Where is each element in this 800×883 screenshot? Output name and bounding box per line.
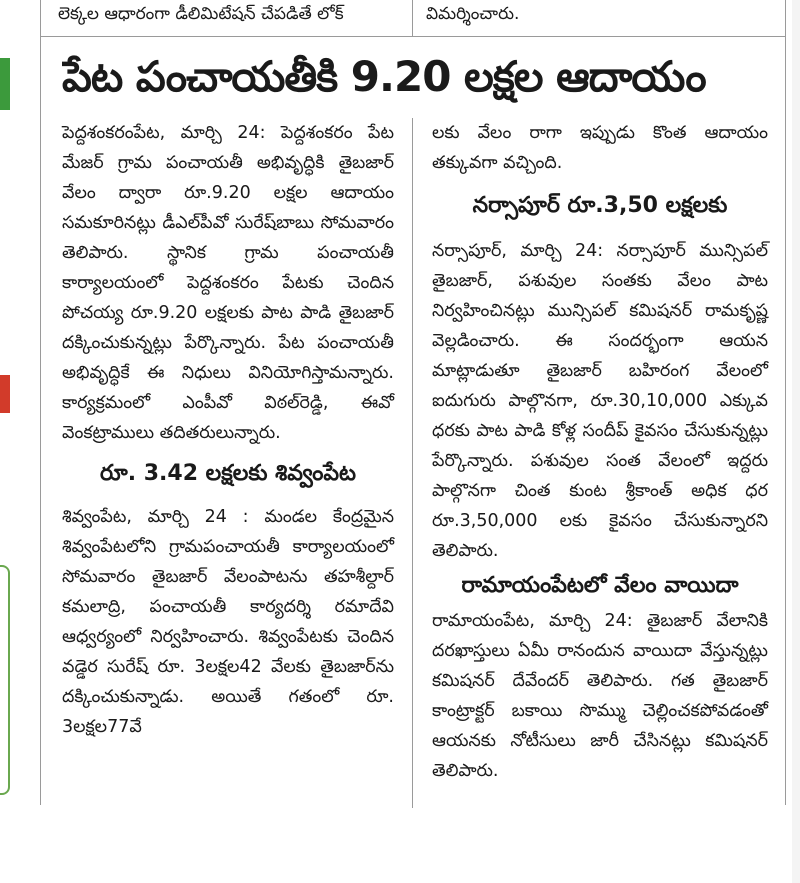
right-column-divider (785, 0, 786, 805)
subheading-narsapur: నర్సాపూర్ రూ.3,50 లక్షలకు (472, 193, 728, 218)
subheading-ramayampet: రామాయంపేటలో వేలం వాయిదా (461, 573, 739, 598)
article-headline: పేట పంచాయతీకి 9.20 లక్షల ఆదాయం (62, 52, 706, 101)
adjacent-article-green-strip (0, 58, 10, 110)
adjacent-article-green-box (0, 565, 10, 795)
adjacent-article-red-strip (0, 375, 10, 413)
article-paragraph-1: పెద్దశంకరంపేట, మార్చి 24: పెద్దశంకరం పేట మేజర్ గ్రామ పంచాయతీ అభివృద్ధికి తైబజార్ వేలం ద్వారా రూ.9.20 లక్షల ఆదాయం సమకూరినట్లు డీఎల్‌పీవో సురేష్‌బాబు సోమవారం తెలిపారు. స్థానిక గ్రామ పంచాయతీ కార్యాలయంలో పెద్దశంకరం పేటకు చెందిన పోచయ్య రూ.9.20 లక్షలకు పాట పాడి తైబజార్ దక్కించుకున్నట్లు పేర్కొన్నారు. పేట పంచాయతీ అభివృద్ధికే ఈ నిధులు వినియోగిస్తామన్నారు. కార్యక్రమంలో ఎంపీవో విఠల్‌రెడ్డి, ఈవో వెంకట్రాములు తదితరులున్నారు. (62, 123, 394, 443)
headline-top-rule (40, 36, 785, 37)
left-column (62, 118, 394, 742)
article-column-divider (412, 118, 413, 808)
right-column (432, 118, 768, 786)
top-column-divider (412, 0, 413, 36)
article-paragraph-narsapur: నర్సాపూర్, మార్చి 24: నర్సాపూర్ మున్సిపల్ తైబజార్, పశువుల సంతకు వేలం పాట నిర్వహించినట్లు మున్సిపల్ కమిషనర్ రామకృష్ణ వెల్లడించారు. ఈ సందర్భంగా ఆయన మాట్లాడుతూ తైబజార్ బహిరంగ వేలంలో ఐదుగురు పాల్గొనగా, రూ.30,10,000 ఎక్కువ ధరకు పాట పాడి కోళ్ల సందీప్ కైవసం చేసుకున్నట్లు పేర్కొన్నారు. పశువుల సంత వేలంలో ఇద్దరు పాల్గొనగా చింత కుంట శ్రీకాంత్ అధిక ధర రూ.3,50,000 లకు కైవసం చేసుకున్నారని తెలిపారు. (432, 241, 768, 561)
left-column-divider (40, 0, 41, 805)
subheading-shivvampet: రూ. 3.42 లక్షలకు శివ్వంపేట (99, 461, 356, 486)
article-paragraph-ramayampet: రామాయంపేట, మార్చి 24: తైబజార్ వేలానికి దరఖాస్తులు ఏమీ రానందున వాయిదా వేస్తున్నట్లు కమిషనర్ దేవేందర్ తెలిపారు. గత తైబజార్ కాంట్రాక్టర్ బకాయి సొమ్ము చెల్లించకపోవడంతో ఆయనకు నోటీసులు జారీ చేసినట్లు కమిషనర్ తెలిపారు. (432, 611, 768, 781)
article-paragraph-2: శివ్వంపేట, మార్చి 24 : మండల కేంద్రమైన శివ్వంపేటలోని గ్రామపంచాయతీ కార్యాలయంలో సోమవారం తైబజార్ వేలంపాటను తహశీల్దార్ కమలాద్రి, పంచాయతీ కార్యదర్శి రమాదేవి ఆధ్వర్యంలో నిర్వహించారు. శివ్వంపేటకు చెందిన వడ్డెర సురేష్ రూ. 3లక్షల42 వేలకు తైబజార్‌ను దక్కించుకున్నాడు. అయితే గతంలో రూ. 3లక్షల77వే (62, 507, 394, 737)
previous-article-fragment-right: విమర్శించారు. (426, 4, 520, 24)
previous-article-fragment-left: లెక్కల ఆధారంగా డీలిమిటేషన్ చేపడితే లోక్ (58, 4, 344, 24)
article-paragraph-continued: లకు వేలం రాగా ఇప్పుడు కొంత ఆదాయం తక్కువగా వచ్చింది. (432, 123, 768, 173)
right-page-edge (792, 0, 800, 883)
